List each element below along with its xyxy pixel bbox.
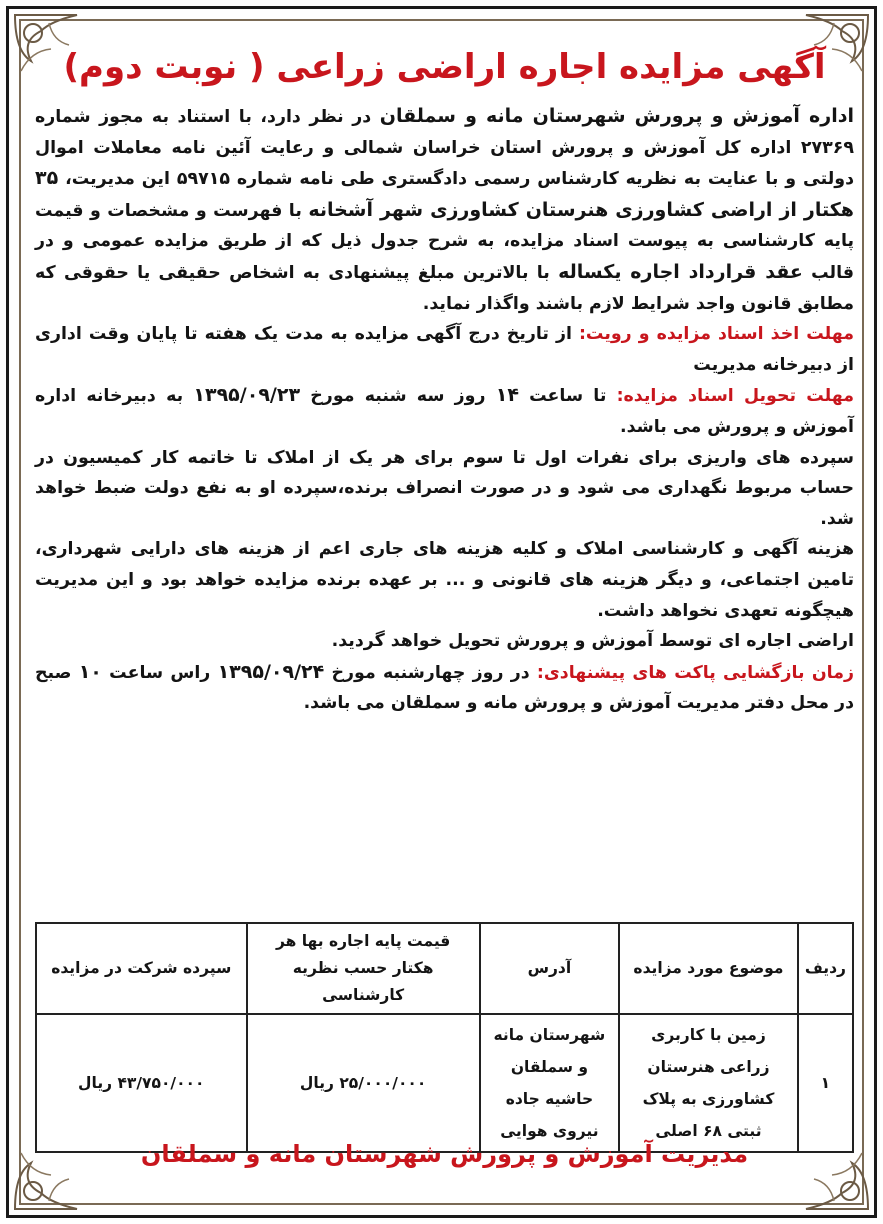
opening-label: زمان بازگشایی پاکت های پیشنهادی: bbox=[536, 662, 854, 683]
ad-frame bbox=[6, 6, 877, 1218]
header-deposit: سپرده شرکت در مزایده bbox=[36, 923, 247, 1014]
cell-row-number: ۱ bbox=[798, 1014, 853, 1152]
office-name: اداره آموزش و پرورش شهرستان مانه و سملقان bbox=[379, 105, 854, 127]
deadline-submit-date: ۱۳۹۵/۰۹/۲۳ bbox=[193, 384, 301, 407]
table-header-row bbox=[36, 923, 853, 1014]
issuer-signature: مدیریت آموزش و پرورش شهرستان مانه و سملقان bbox=[140, 1140, 749, 1168]
deadline-docs-paragraph bbox=[35, 319, 854, 380]
ad-body bbox=[35, 101, 854, 719]
table-row bbox=[36, 1014, 853, 1152]
header-address: آدرس bbox=[480, 923, 619, 1014]
deadline-submit-text-b: روز سه شنبه مورخ bbox=[300, 386, 496, 407]
intro-text-a: در نظر دارد، با استناد به مجوز شماره ۲۷۳۶۹ اداره کل آموزش و پرورش استان خراسان شمالی و رعایت آئین نامه معاملات اموال دولتی و با عنایت به نظریه کارشناس رسمی دادگستری طی نامه شماره ۵۹۷۱۵ این مدیریت، bbox=[35, 107, 854, 190]
intro-paragraph bbox=[35, 101, 854, 319]
deadline-submit-paragraph bbox=[35, 380, 854, 442]
deadline-submit-hour: ۱۴ bbox=[495, 384, 519, 407]
land-description: ۳۵ هکتار از اراضی کشاورزی هنرستان کشاورزی شهر آشخانه bbox=[35, 167, 854, 221]
cell-subject: زمین با کاربری زراعی هنرستان کشاورزی به پلاک ثبتی ۶۸ اصلی bbox=[619, 1014, 798, 1152]
opening-text-a: در روز چهارشنبه مورخ bbox=[324, 662, 537, 683]
intro-text-b: با فهرست و مشخصات و قیمت پایه کارشناسی به پیوست اسناد مزایده، به شرح جدول ذیل که از طریق مزایده عمومی و در قالب bbox=[35, 200, 854, 283]
handover-paragraph: اراضی اجاره ای توسط آموزش و پرورش تحویل خواهد گردید. bbox=[331, 631, 854, 652]
opening-hour: ۱۰ bbox=[78, 660, 102, 683]
opening-date: ۱۳۹۵/۰۹/۲۴ bbox=[217, 660, 325, 683]
deadline-docs-text: از تاریخ درج آگهی مزایده به مدت یک هفته تا پایان وقت اداری از دبیرخانه مدیریت bbox=[35, 324, 854, 375]
opening-text-b: راس ساعت bbox=[101, 662, 218, 683]
cell-address: شهرستان مانه و سملقان حاشیه جاده نیروی هوایی bbox=[480, 1014, 619, 1152]
opening-paragraph bbox=[35, 657, 854, 719]
header-subject: موضوع مورد مزایده bbox=[619, 923, 798, 1014]
deadline-submit-text-c: به دبیرخانه اداره آموزش و پرورش می باشد. bbox=[35, 386, 854, 437]
deadline-docs-label: مهلت اخذ اسناد مزایده و رویت: bbox=[578, 324, 854, 345]
deadline-submit-label: مهلت تحویل اسناد مزایده: bbox=[616, 386, 854, 407]
cell-deposit: ۴۳/۷۵۰/۰۰۰ ریال bbox=[36, 1014, 247, 1152]
ad-content bbox=[35, 37, 854, 1197]
deposit-paragraph: سپرده های واریزی برای نفرات اول تا سوم برای هر یک از املاک تا خاتمه کار کمیسیون در حساب مربوط نگهداری می شود و در صورت انصراف برنده،سپرده او به نفع دولت ضبط خواهد شد. bbox=[35, 447, 854, 529]
intro-text-c: با بالاترین مبلغ پیشنهادی به اشخاص حقیقی یا حقوقی که مطابق قانون واجد شرایط لازم باشند واگذار نماید. bbox=[35, 262, 854, 314]
opening-text-c: صبح در محل دفتر مدیریت آموزش و پرورش مانه و سملقان می باشد. bbox=[35, 662, 854, 714]
cost-paragraph: هزینه آگهی و کارشناسی املاک و کلیه هزینه های جاری اعم از هزینه های دارایی شهرداری، تامین اجتماعی، و دیگر هزینه های قانونی و ... بر عهده برنده مزایده خواهد بود و این مدیریت هیچگونه تعهدی نخواهد داشت. bbox=[35, 539, 854, 621]
contract-type: عقد قرارداد اجاره یکساله bbox=[558, 260, 803, 283]
deadline-submit-text-a: تا ساعت bbox=[518, 386, 617, 407]
ad-title: آگهی مزایده اجاره اراضی زراعی ( نوبت دوم) bbox=[63, 47, 826, 87]
cell-price: ۲۵/۰۰۰/۰۰۰ ریال bbox=[247, 1014, 480, 1152]
header-price: قیمت پایه اجاره بها هر هکتار حسب نظریه کارشناسی bbox=[247, 923, 480, 1014]
auction-table bbox=[35, 922, 854, 1153]
header-row-number: ردیف bbox=[798, 923, 853, 1014]
